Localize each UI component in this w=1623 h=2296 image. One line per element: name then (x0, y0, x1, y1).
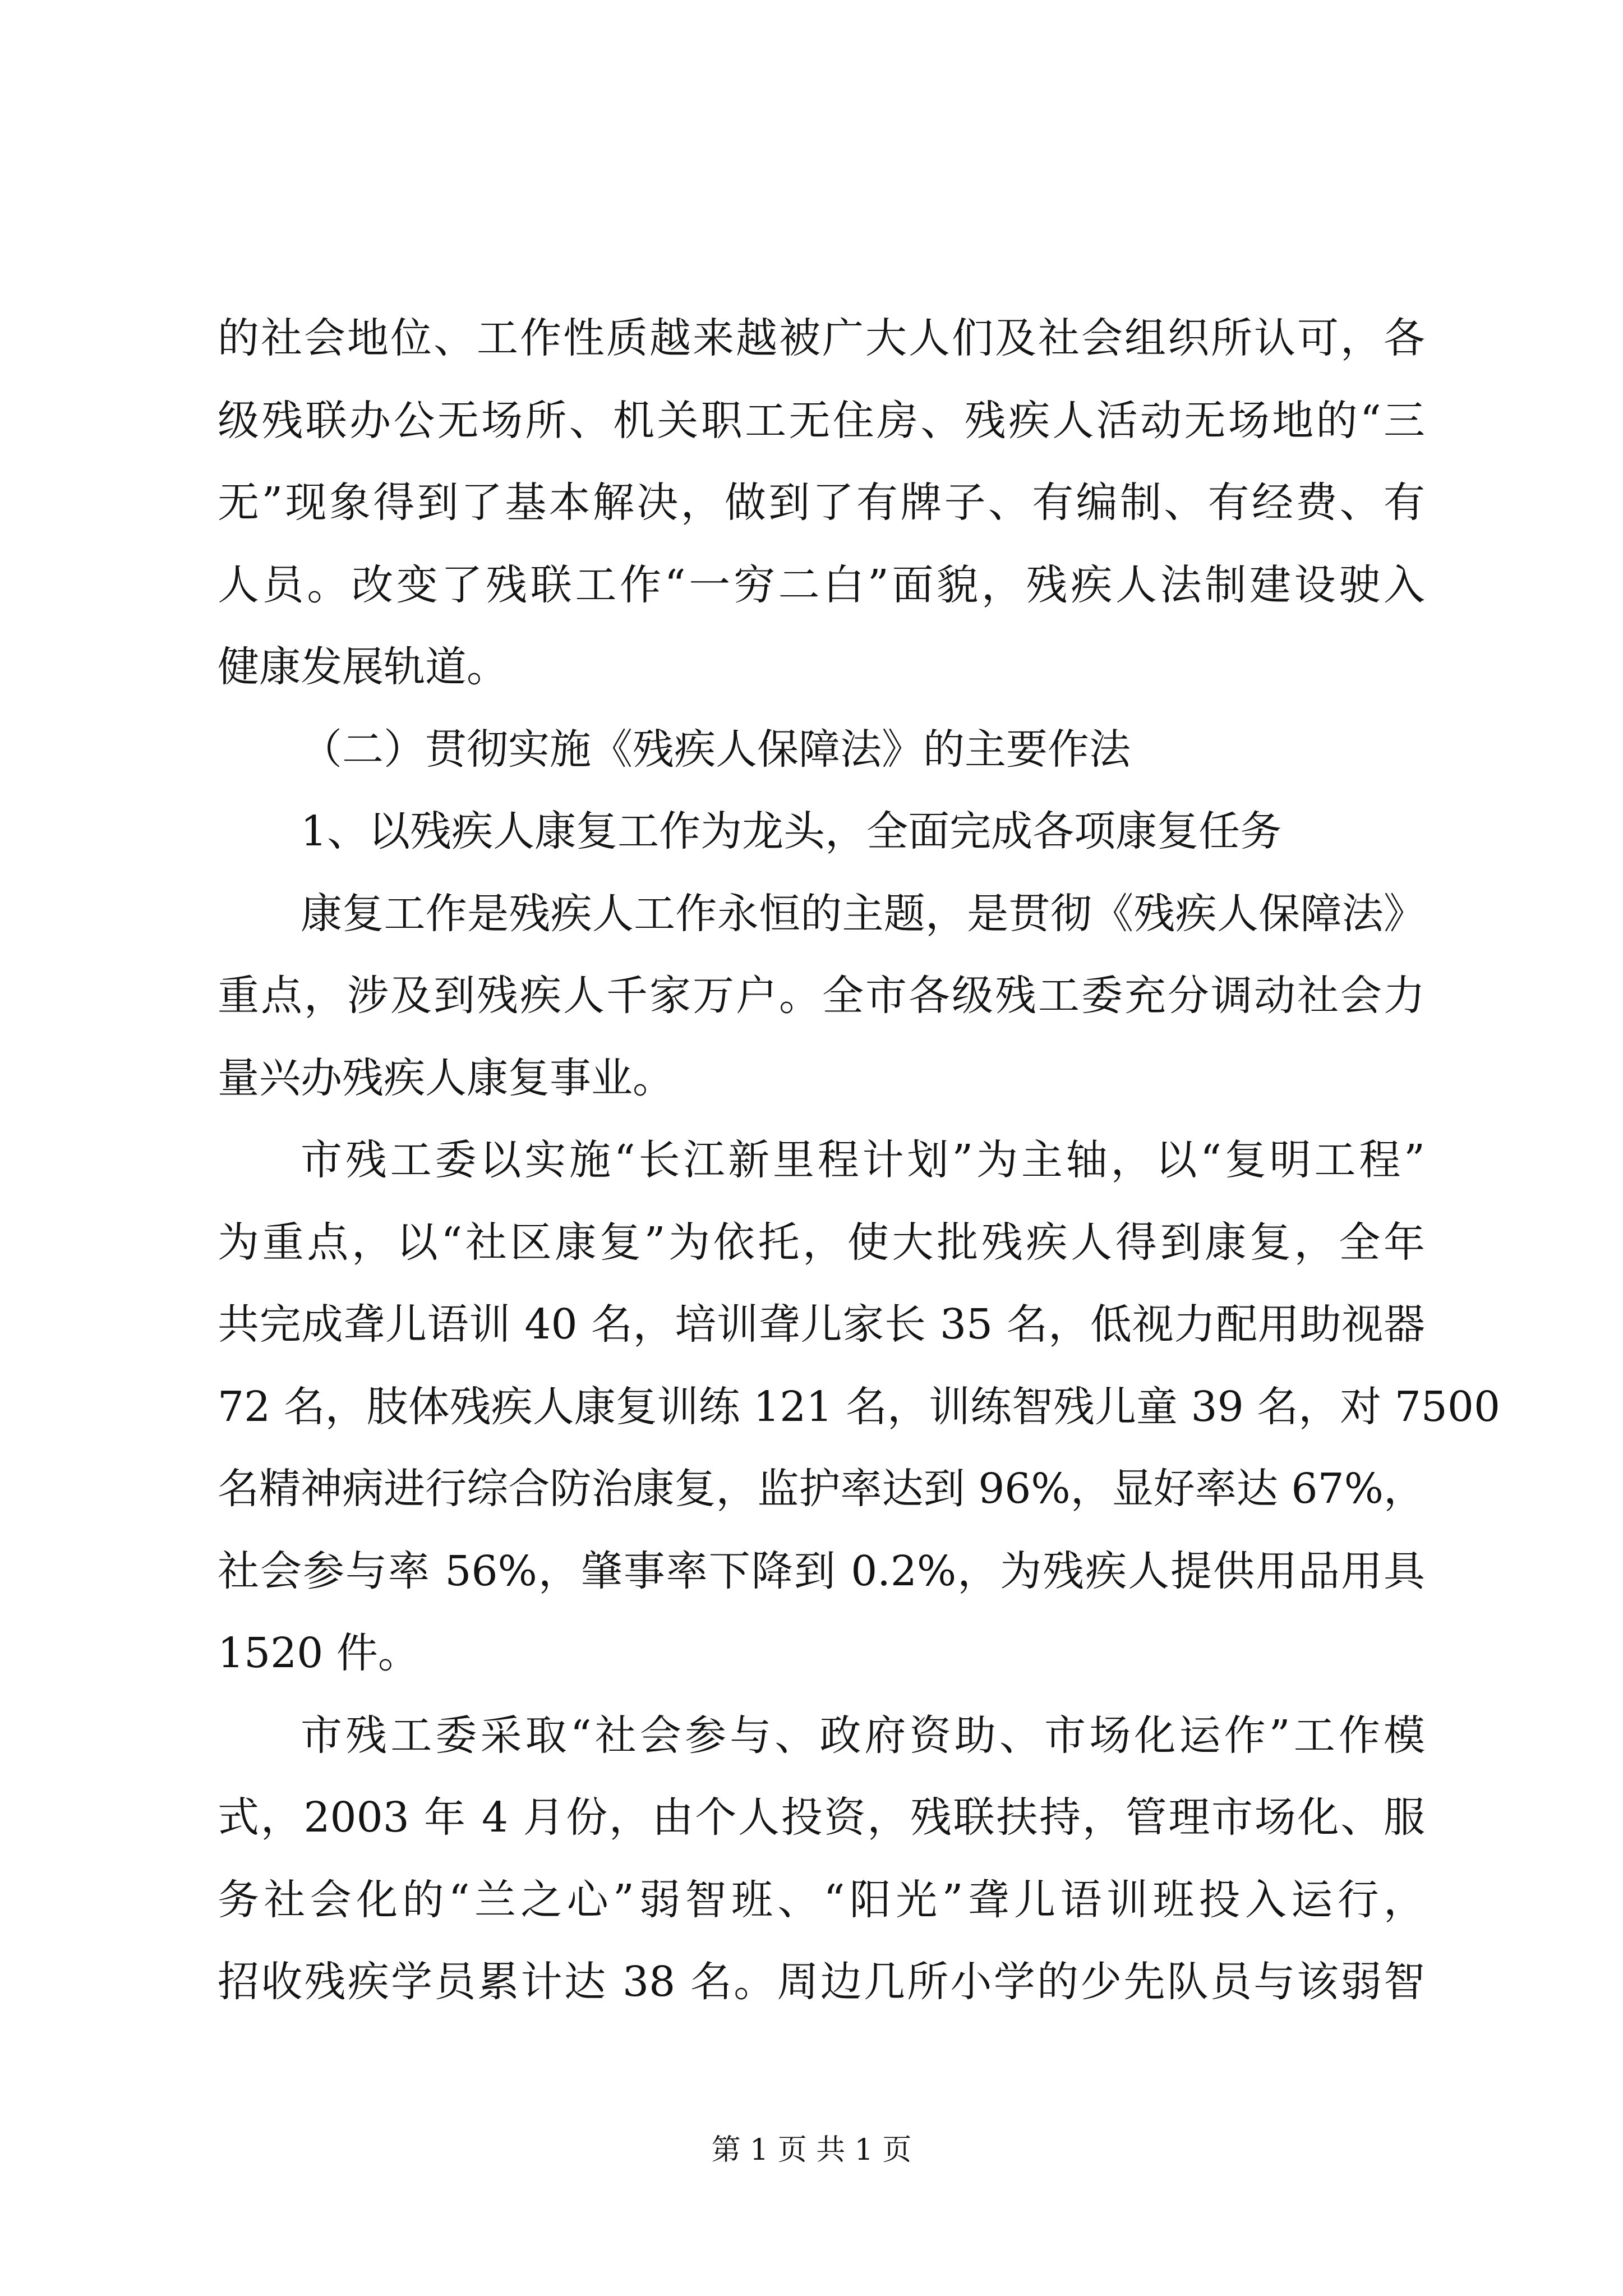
paragraph (218, 1695, 1425, 2023)
text-line: 为重点，以“社区康复”为依托，使大批残疾人得到康复，全年 (218, 1218, 1425, 1267)
paragraph (218, 873, 1425, 1120)
text-line: 无”现象得到了基本解决，做到了有牌子、有编制、有经费、有 (218, 478, 1425, 527)
text-line: 康复工作是残疾人工作永恒的主题，是贯彻《残疾人保障法》 (301, 889, 1425, 938)
text-line: 务社会化的“兰之心”弱智班、“阳光”聋儿语训班投入运行， (218, 1875, 1425, 1924)
text-line: 1520 件。 (218, 1629, 419, 1677)
text-line: 级残联办公无场所、机关职工无住房、残疾人活动无场地的“三 (218, 396, 1425, 445)
paragraph (218, 297, 1425, 708)
section-heading (218, 708, 1425, 791)
page-number-footer: 第 1 页 共 1 页 (711, 2133, 912, 2167)
text-line: 式，2003 年 4 月份，由个人投资，残联扶持，管理市场化、服 (218, 1793, 1425, 1842)
document-body (218, 297, 1501, 2023)
text-line: 量兴办残疾人康复事业。 (218, 1053, 674, 1102)
text-line: 社会参与率 56%，肇事率下降到 0.2%，为残疾人提供用品用具 (218, 1547, 1425, 1595)
text-line: 的社会地位、工作性质越来越被广大人们及社会组织所认可，各 (218, 314, 1425, 362)
text-line: 人员。改变了残联工作“一穷二白”面貌，残疾人法制建设驶入 (218, 560, 1425, 609)
text-line: 72 名，肢体残疾人康复训练 121 名，训练智残儿童 39 名，对 7500 (218, 1382, 1501, 1431)
text-line: 招收残疾学员累计达 38 名。周边几所小学的少先队员与该弱智 (218, 1958, 1425, 2006)
subsection-heading (218, 790, 1425, 873)
text-line: 市残工委以实施“长江新里程计划”为主轴，以“复明工程” (301, 1136, 1425, 1184)
text-line: 健康发展轨道。 (218, 643, 508, 691)
text-line: 共完成聋儿语训 40 名，培训聋儿家长 35 名，低视力配用助视器 (218, 1300, 1425, 1349)
text-line: 名精神病进行综合防治康复，监护率达到 96%，显好率达 67%， (218, 1465, 1425, 1513)
paragraph (218, 1119, 1501, 1695)
heading-line: 1、以残疾人康复工作为龙头，全面完成各项康复任务 (301, 807, 1282, 855)
text-line: 重点，涉及到残疾人千家万户。全市各级残工委充分调动社会力 (218, 972, 1425, 1020)
heading-line: （二）贯彻实施《残疾人保障法》的主要作法 (301, 725, 1131, 774)
text-line: 市残工委采取“社会参与、政府资助、市场化运作”工作模 (301, 1711, 1425, 1760)
